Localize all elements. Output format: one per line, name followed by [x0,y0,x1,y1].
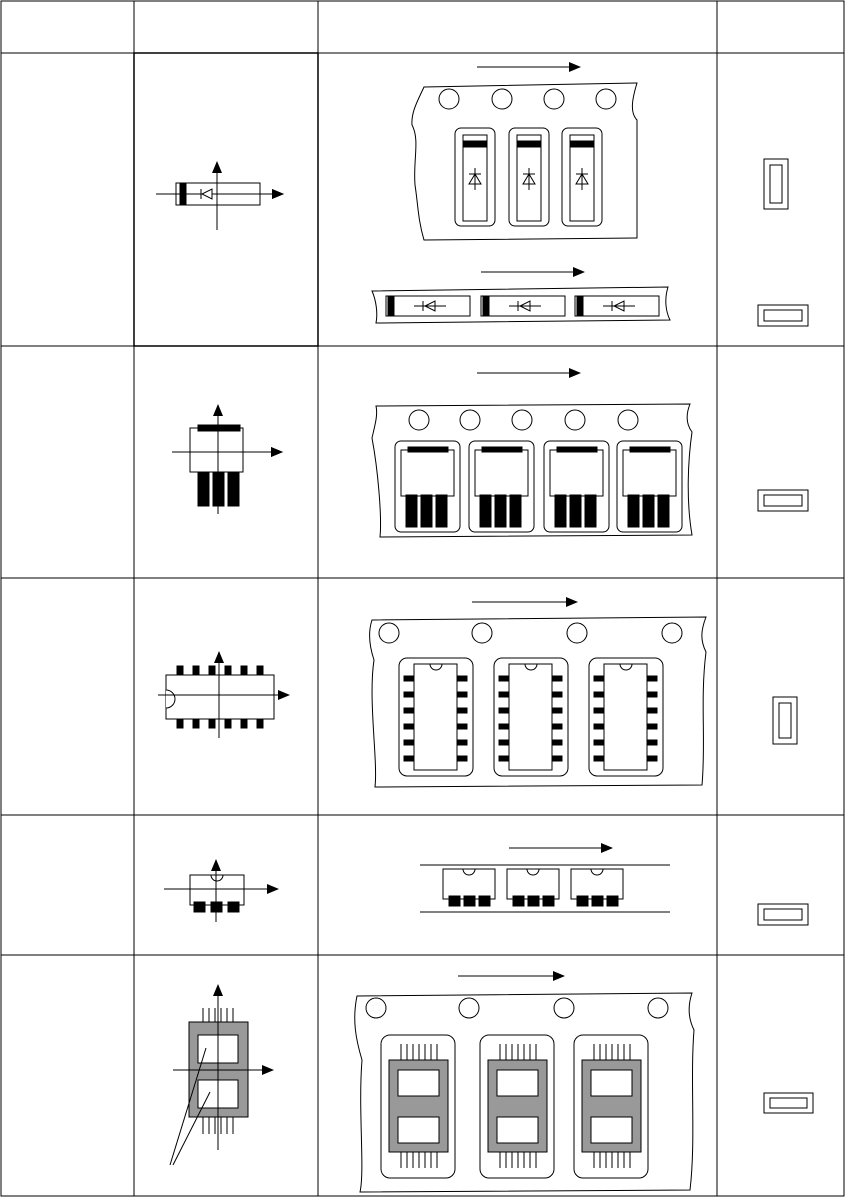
strip-component [443,869,495,906]
row-4-orientation-marker [758,904,808,925]
row-4-package-diagram [164,860,278,922]
row-2-orientation-marker [758,490,808,511]
row-3-reel-tape [370,602,706,787]
row-2-package-diagram [172,405,282,514]
row-1-flat-tape [372,272,670,323]
strip-component [507,869,559,906]
row-3-package-diagram [158,652,289,738]
row-5-orientation-marker [764,1093,813,1113]
strip-component [571,869,623,906]
row-3-orientation-marker [773,697,797,744]
row-1-orientation-marker [758,159,808,326]
row-5-package-diagram [170,985,273,1165]
row-1-package-diagram [156,162,283,230]
row-4-open-strip [420,848,670,912]
row-2-reel-tape [372,373,692,537]
row-1-reel-tape [412,67,637,240]
row-5-reel-tape [355,976,694,1192]
